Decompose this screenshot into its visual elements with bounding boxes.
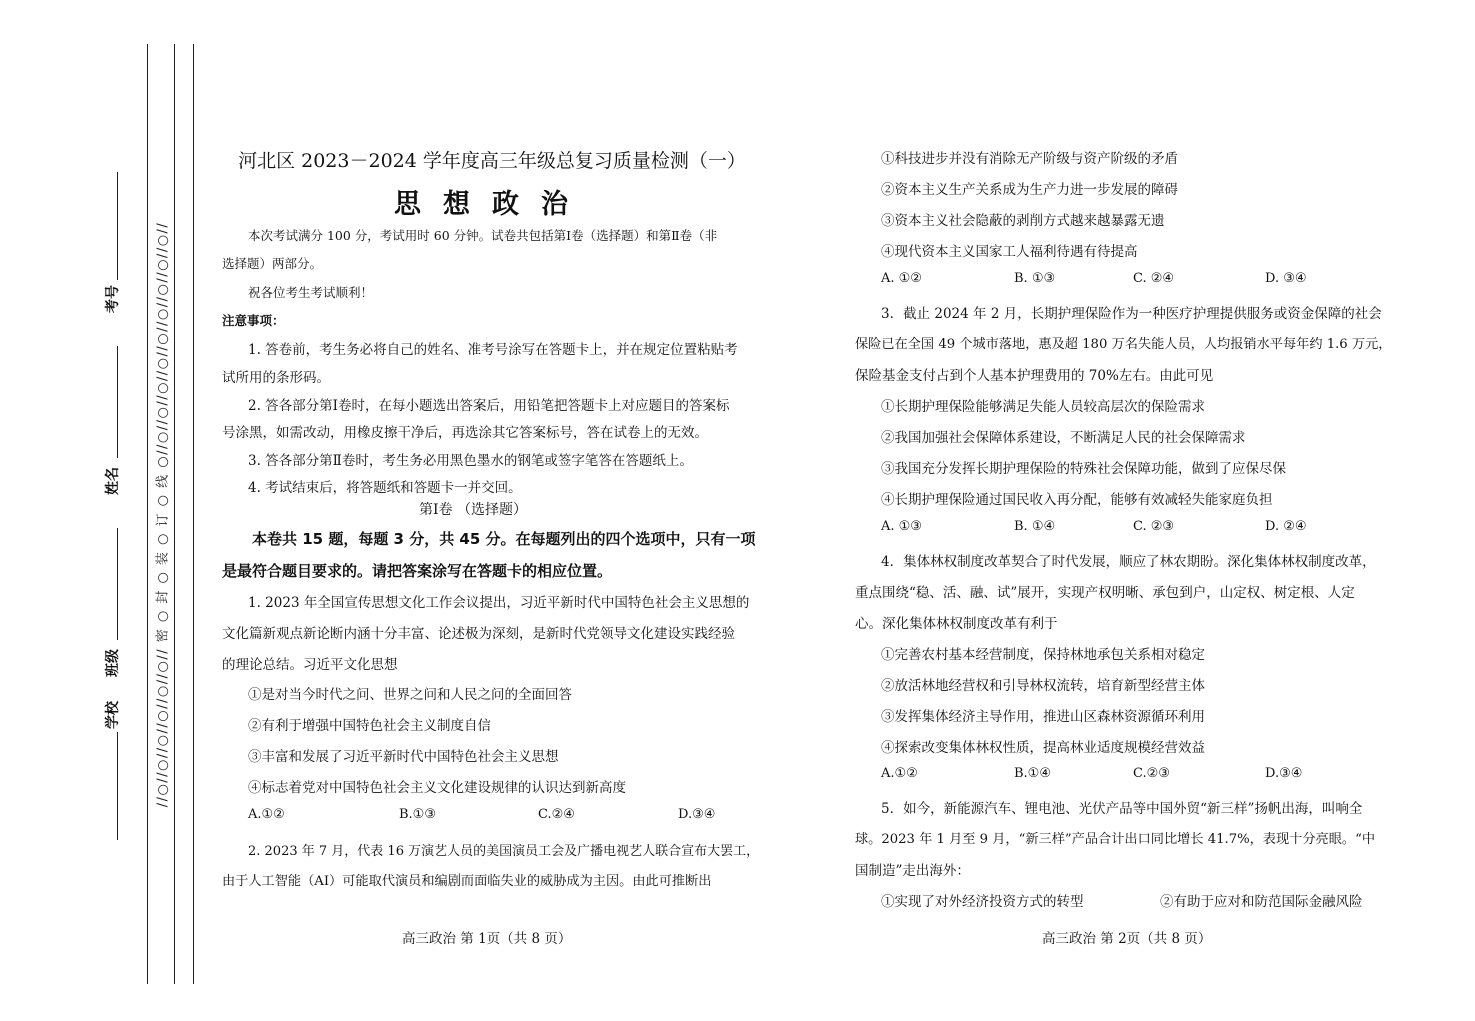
- q4-statement-4: ④探索改变集体林权性质，提高林业适度规模经营效益: [881, 740, 1205, 756]
- q1-option-b[interactable]: B.①③: [399, 807, 436, 822]
- q1-line-2: 文化篇新观点新论断内涵十分丰富、论述极为深刻，是新时代党领导文化建设实践经验: [222, 626, 735, 642]
- q3-line-2: 保险已在全国 49 个城市落地，惠及超 180 万名失能人员，人均报销水平每年约 1.6 万元，: [855, 337, 1392, 352]
- q1-statement-3: ③丰富和发展了习近平新时代中国特色社会主义思想: [248, 749, 559, 765]
- footer-page-1: 高三政治 第 1页（共 8 页）: [402, 931, 572, 947]
- class-blank[interactable]: [117, 528, 118, 640]
- q2-line-2: 由于人工智能（AI）可能取代演员和编剧而面临失业的威胁成为主因。由此可推断出: [222, 874, 712, 889]
- q5-statement-2: ②有助于应对和防范国际金融风险: [1160, 894, 1363, 910]
- q2-statement-3: ③资本主义社会隐蔽的剥削方式越来越暴露无遗: [881, 213, 1165, 229]
- notice-2a: 2. 答各部分第Ⅰ卷时，在每小题选出答案后，用铅笔把答题卡上对应题目的答案标: [248, 398, 730, 414]
- q2-option-b[interactable]: B. ①③: [1014, 271, 1056, 286]
- q3-option-a[interactable]: A. ①③: [881, 519, 922, 534]
- q1-option-d[interactable]: D.③④: [678, 807, 716, 822]
- q3-statement-4: ④长期护理保险通过国民收入再分配，能够有效减轻失能家庭负担: [881, 492, 1273, 508]
- notice-2b: 号涂黑，如需改动，用橡皮擦干净后，再选涂其它答案标号，答在试卷上的无效。: [222, 425, 708, 441]
- notice-3: 3. 答各部分第Ⅱ卷时，考生务必用黑色墨水的钢笔或签字笔答在答题纸上。: [248, 453, 693, 469]
- q1-line-3: 的理论总结。习近平文化思想: [222, 657, 398, 673]
- q2-option-a[interactable]: A. ①②: [881, 271, 922, 286]
- q1-statement-4: ④标志着党对中国特色社会主义文化建设规律的认识达到新高度: [248, 780, 626, 796]
- q3-statement-3: ③我国充分发挥长期护理保险的特殊社会保障功能，做到了应保尽保: [881, 461, 1286, 477]
- binding-line-right: [193, 44, 194, 984]
- q5-line-1: 5．如今，新能源汽车、锂电池、光伏产品等中国外贸“新三样”扬帆出海，叫响全: [881, 801, 1363, 817]
- q5-statement-1: ①实现了对外经济投资方式的转型: [881, 894, 1084, 910]
- q3-line-1: 3．截止 2024 年 2 月，长期护理保险作为一种医疗护理提供服务或资金保障的社会: [881, 306, 1382, 322]
- q4-line-2: 重点围绕“稳、活、融、试”展开，实现产权明晰、承包到户，山定权、树定根、人定: [855, 585, 1355, 601]
- q1-statement-1: ①是对当今时代之问、世界之问和人民之问的全面回答: [248, 687, 572, 703]
- q3-option-c[interactable]: C. ②③: [1133, 519, 1175, 534]
- q4-option-b[interactable]: B.①④: [1014, 766, 1051, 781]
- q2-option-d[interactable]: D. ③④: [1265, 271, 1307, 286]
- binding-margin: [0, 0, 200, 1021]
- q2-statement-2: ②资本主义生产关系成为生产力进一步发展的障碍: [881, 182, 1178, 198]
- q1-line-1: 1. 2023 年全国宣传思想文化工作会议提出，习近平新时代中国特色社会主义思想的: [248, 595, 750, 611]
- q3-line-3: 保险基金支付占到个人基本护理费用的 70%左右。由此可见: [855, 368, 1214, 384]
- q5-line-3: 国制造”走出海外：: [855, 863, 970, 879]
- section-desc-1: 本卷共 15 题，每题 3 分，共 45 分。在每题列出的四个选项中，只有一项: [252, 530, 756, 548]
- field-school: 学校: [105, 701, 121, 729]
- q5-line-2: 球。2023 年 1 月至 9 月，“新三样”产品合计出口同比增长 41.7%，表现十分亮眼。“中: [855, 832, 1376, 847]
- q2-statement-4: ④现代资本主义国家工人福利待遇有待提高: [881, 244, 1138, 260]
- seal-line: [148, 44, 174, 984]
- q4-line-3: 心。深化集体林权制度改革有利于: [855, 616, 1058, 632]
- q2-option-c[interactable]: C. ②④: [1133, 271, 1175, 286]
- subject-title: 思想政治: [394, 189, 590, 220]
- q4-statement-1: ①完善农村基本经营制度，保持林地承包关系相对稳定: [881, 647, 1205, 663]
- q4-statement-3: ③发挥集体经济主导作用，推进山区森林资源循环利用: [881, 709, 1205, 725]
- q4-option-d[interactable]: D.③④: [1265, 766, 1303, 781]
- field-class: 班级: [105, 649, 121, 677]
- footer-page-2: 高三政治 第 2页（共 8 页）: [1042, 931, 1212, 947]
- school-blank[interactable]: [117, 732, 118, 840]
- q4-statement-2: ②放活林地经营权和引导林权流转，培育新型经营主体: [881, 678, 1205, 694]
- field-name: 姓名: [105, 467, 121, 495]
- q3-option-b[interactable]: B. ①④: [1014, 519, 1056, 534]
- exam-title: 河北区 2023－2024 学年度高三年级总复习质量检测（一）: [238, 150, 746, 172]
- notice-title: 注意事项：: [222, 313, 285, 328]
- seal-line-text: //○//○//○//○//○//○// 密 ○ 封 ○ 装 ○ 订 ○ 线 ○//○//○//○//○//○//○//○//○//○//: [155, 221, 171, 807]
- q3-statement-1: ①长期护理保险能够满足失能人员较高层次的保险需求: [881, 399, 1205, 415]
- wish-text: 祝各位考生考试顺利！: [248, 285, 374, 300]
- name-blank[interactable]: [117, 346, 118, 458]
- intro-line-2: 选择题）两部分。: [222, 256, 323, 271]
- exam-number-blank[interactable]: [117, 172, 118, 280]
- q3-statement-2: ②我国加强社会保障体系建设，不断满足人民的社会保障需求: [881, 430, 1246, 446]
- q1-statement-2: ②有利于增强中国特色社会主义制度自信: [248, 718, 491, 734]
- notice-1b: 试所用的条形码。: [222, 370, 330, 386]
- field-exam-number: 考号: [105, 285, 121, 313]
- q3-option-d[interactable]: D. ②④: [1265, 519, 1307, 534]
- q1-option-a[interactable]: A.①②: [248, 807, 285, 822]
- q2-statement-1: ①科技进步并没有消除无产阶级与资产阶级的矛盾: [881, 151, 1178, 167]
- section-heading: 第Ⅰ卷 （选择题）: [419, 502, 527, 518]
- q4-option-a[interactable]: A.①②: [881, 766, 918, 781]
- q1-option-c[interactable]: C.②④: [538, 807, 575, 822]
- q2-line-1: 2. 2023 年 7 月，代表 16 万演艺人员的美国演员工会及广播电视艺人联合宣布大罢工，: [248, 844, 760, 859]
- q4-option-c[interactable]: C.②③: [1133, 766, 1170, 781]
- section-desc-2: 是最符合题目要求的。请把答案涂写在答题卡的相应位置。: [222, 562, 613, 580]
- intro-line-1: 本次考试满分 100 分，考试用时 60 分钟。试卷共包括第Ⅰ卷（选择题）和第Ⅱ卷（非: [248, 228, 718, 243]
- notice-4: 4. 考试结束后，将答题纸和答题卡一并交回。: [248, 480, 522, 496]
- notice-1a: 1. 答卷前，考生务必将自己的姓名、准考号涂写在答题卡上，并在规定位置粘贴考: [248, 342, 738, 358]
- binding-line-middle: [174, 44, 175, 984]
- q4-line-1: 4．集体林权制度改革契合了时代发展，顺应了林农期盼。深化集体林权制度改革，: [881, 554, 1376, 570]
